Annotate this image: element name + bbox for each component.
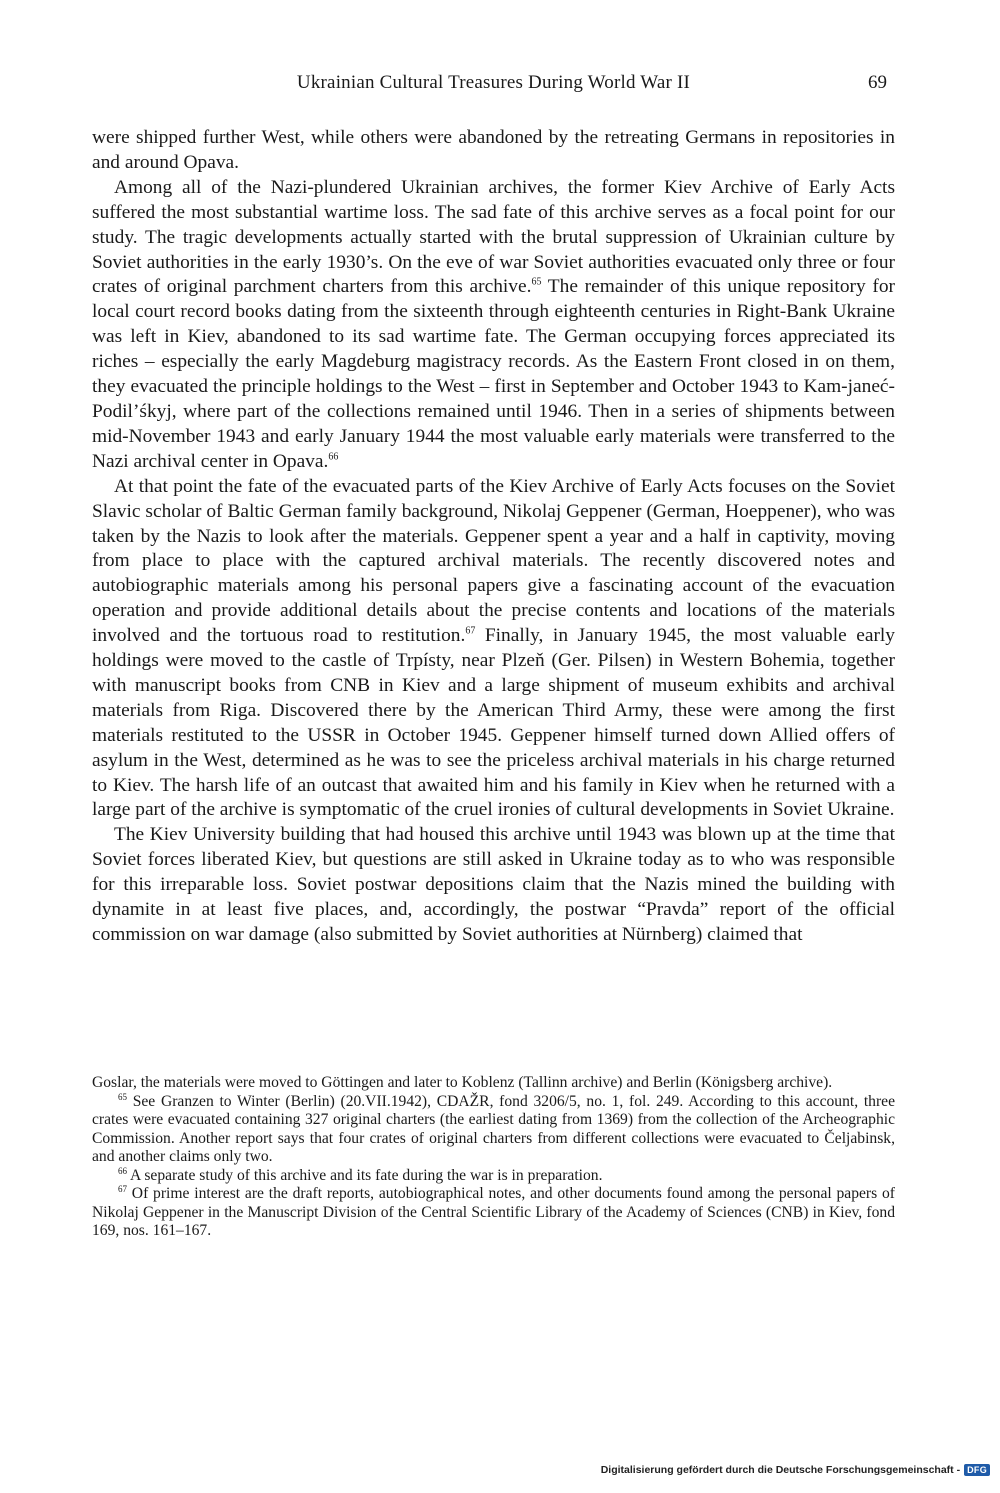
page-number: 69 [868,72,887,93]
paragraph [92,176,895,475]
digitization-banner [601,1461,990,1479]
footnote-66 [92,1167,895,1186]
running-header [92,70,895,100]
banner-text: Digitalisierung gefördert durch die Deutsche Forschungsgemeinschaft - [600,1464,961,1476]
footnote-text: A separate study of this archive and its fate during the war is in preparation. [127,1166,603,1184]
paragraph [92,475,895,824]
main-text [92,126,895,948]
footnote-ref: 65 [531,276,542,288]
paragraph: were shipped further West, while others were abandoned by the retreating Germans in repositories in and around Opava. [92,127,895,173]
footnote-65 [92,1093,895,1167]
paragraph-text: At that point the fate of the evacuated parts of the Kiev Archive of Early Acts focuses on the Soviet Slavic scholar of Baltic German family background, Nikolaj Geppener (German, Hoeppener), who was taken by the Nazis to look after the materials. Geppener spent a year and a half in captivity, moving from place to place with the captured archival materials. The recently discovered notes and autobiographic materials among his personal papers give a fascinating account of the evacuation operation and provide additional details about the precise contents and locations of the materials involved and the tortuous road to restitution. [92,475,895,647]
dfg-logo-icon: DFG [964,1464,990,1476]
paragraph-text: Among all of the Nazi-plundered Ukrainian archives, the former Kiev Archive of Early Acts suffered the most substantial wartime loss. The sad fate of this archive serves as a focal point for our study. The tragic developments actually started with the brutal suppression of Ukrainian culture by Soviet authorities in the early 1930’s. On the eve of war Soviet authorities evacuated only three or four crates of original parchment charters from this archive. [92,176,895,298]
footnote-ref: 67 [465,625,476,637]
footnote-text: See Granzen to Winter (Berlin) (20.VII.1942), CDAŽR, fond 3206/5, no. 1, fol. 249. According to this account, three crates were evacuated containing 327 original charters (the earliest dating from 1369) from the collection of the Archeographic Commission. Another report says that four crates of original charters from different collections were evacuated to Čeljabinsk, and another claims only two. [92,1092,895,1165]
footnote-number: 65 [118,1091,127,1102]
footnotes [92,1074,895,1241]
paragraph-text: The remainder of this unique repository for local court record books dating from the sixteenth through eighteenth centuries in Right-Bank Ukraine was left in Kiev, abandoned to its sad wartime fate. The German occupying forces appreciated its riches – especially the early Magdeburg magistracy records. As the Eastern Front closed in on them, they evacuated the principle holdings to the West – first in September and October 1943 to Kam-janeć-Podil’śkyj, where part of the collections remained until 1946. Then in a series of shipments between mid-November 1943 and early January 1944 the most valuable early materials were transferred to the Nazi archival center in Opava. [92,276,895,472]
running-title: Ukrainian Cultural Treasures During World War II [296,72,691,93]
paragraph: The Kiev University building that had housed this archive until 1943 was blown up at the time that Soviet forces liberated Kiev, but questions are still asked in Ukraine today as to who was responsible for this irreparable loss. Soviet postwar depositions claim that the Nazis mined the building with dynamite in at least five places, and, accordingly, the postwar “Pravda” report of the official commission on war damage (also submitted by Soviet authorities at Nürnberg) claimed that [92,824,895,945]
footnote-67 [92,1185,895,1241]
footnote-text: Of prime interest are the draft reports, autobiographical notes, and other documents found among the personal papers of Nikolaj Geppener in the Manuscript Division of the Central Scientific Library of the Academy of Sciences (CNB) in Kiev, fond 169, nos. 161–167. [92,1185,895,1239]
footnote-continued: Goslar, the materials were moved to Göttingen and later to Koblenz (Tallinn archive) and Berlin (Königsberg archive). [92,1074,833,1091]
footnote-number: 67 [118,1183,127,1194]
footnote-number: 66 [118,1165,127,1176]
paragraph-text: Finally, in January 1945, the most valuable early holdings were moved to the castle of Trpísty, near Plzeň (Ger. Pilsen) in Western Bohemia, together with manuscript books from CNB in Kiev and a large shipment of museum exhibits and archival materials from Riga. Discovered there by the American Third Army, these were among the first materials restituted to the USSR in October 1945. Geppener himself turned down Allied offers of asylum in the West, determined as he was to see the priceless archival materials in his charge returned to Kiev. The harsh life of an outcast that awaited him and his family in Kiev when he returned with a large part of the archive is symptomatic of the cruel ironies of cultural developments in Soviet Ukraine. [92,625,895,821]
footnote-ref: 66 [328,451,339,463]
